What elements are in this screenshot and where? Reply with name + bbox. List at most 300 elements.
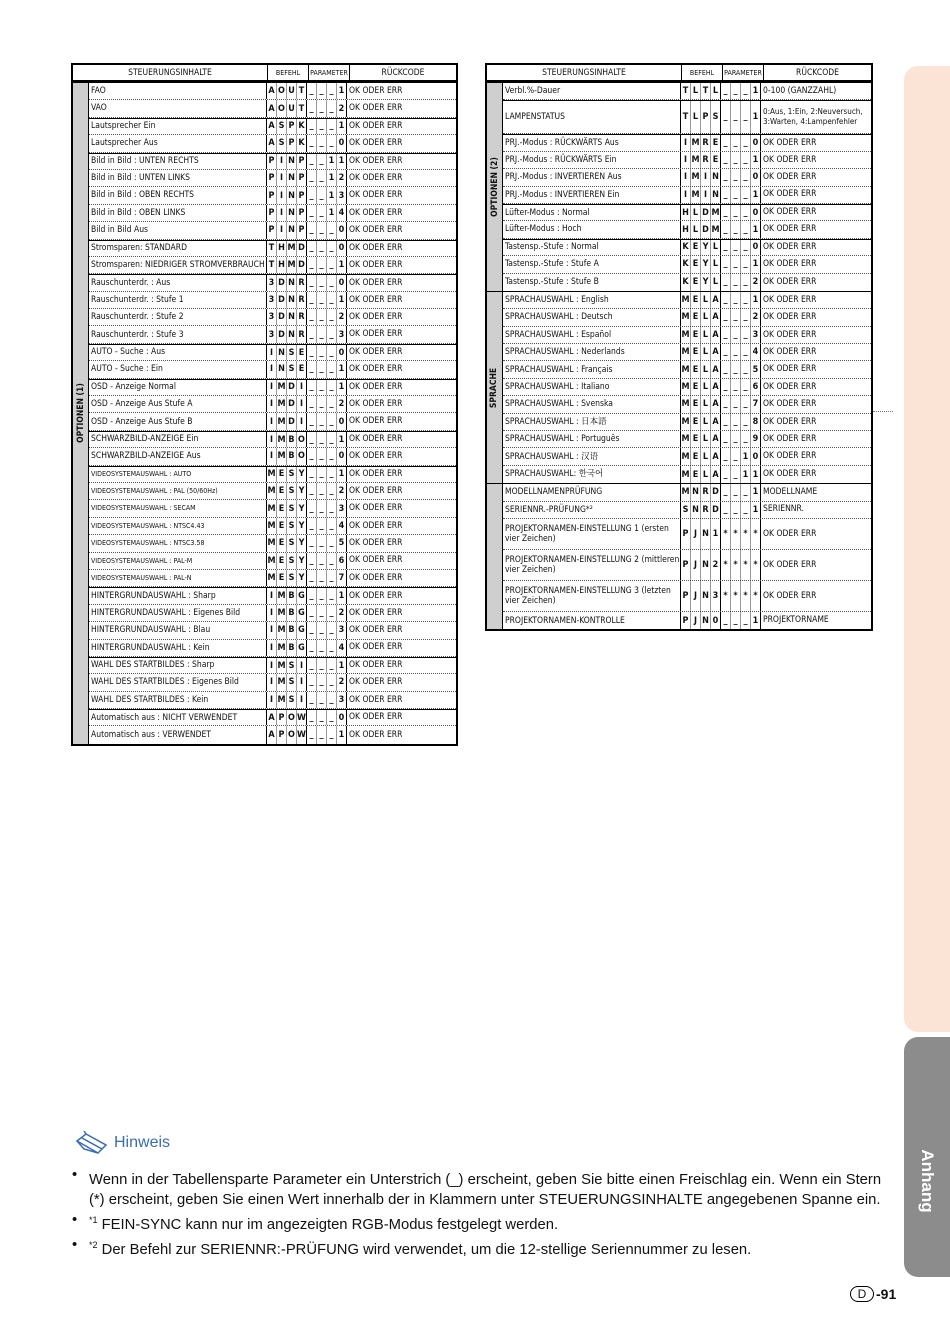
return-code: OK ODER ERR	[763, 433, 817, 444]
return-code: OK ODER ERR	[349, 451, 403, 462]
parameter-char: _	[327, 588, 337, 603]
parameter-char: 2	[337, 309, 347, 325]
parameter-char: _	[327, 553, 337, 569]
parameter-char: _	[731, 240, 741, 255]
command-char: M	[277, 605, 287, 621]
row-description: Rauschunterdr. : Stufe 1	[89, 292, 267, 308]
row-description: OSD - Anzeige Normal	[89, 380, 267, 395]
parameter-char: _	[317, 100, 327, 116]
command-char: P	[297, 222, 307, 238]
return-code: OK ODER ERR	[349, 694, 403, 705]
row-description: MODELLNAMENPRÜFUNG	[503, 484, 681, 500]
command-char: P	[267, 222, 277, 238]
command-char: N	[287, 326, 297, 342]
parameter-char: 1	[337, 380, 347, 395]
command-char: G	[297, 605, 307, 621]
parameter-char: _	[307, 345, 317, 360]
table-row	[89, 240, 456, 257]
group-rows	[503, 83, 871, 291]
row-description: PRJ.-Modus : RÜCKWÄRTS Ein	[503, 152, 681, 168]
return-code: OK ODER ERR	[763, 154, 817, 165]
command-char: M	[267, 553, 277, 569]
command-char: B	[287, 448, 297, 464]
parameter-char: 1	[337, 467, 347, 482]
command-char: M	[277, 413, 287, 429]
row-description: SPRACHAUSWAHL : 汉语	[503, 448, 681, 464]
row-description: Rauschunterdr. : Stufe 3	[89, 326, 267, 342]
section-tab-label: Anhang	[918, 1149, 937, 1213]
table-row	[503, 502, 871, 519]
row-description: VIDEOSYSTEMAUSWAHL : PAL (50/60Hz)	[89, 483, 267, 499]
parameter-char: _	[731, 187, 741, 203]
parameter-char: _	[741, 379, 751, 395]
row-description: VIDEOSYSTEMAUSWAHL : AUTO	[89, 467, 267, 482]
table-row	[89, 205, 456, 222]
return-code: OK ODER ERR	[349, 660, 403, 671]
parameter-char: _	[721, 379, 731, 395]
parameter-char: _	[307, 292, 317, 308]
row-description: PROJEKTORNAMEN-EINSTELLUNG 3 (letzten vier Zeichen)	[503, 581, 681, 611]
parameter-char: *	[731, 519, 741, 549]
parameter-char: _	[327, 726, 337, 743]
return-code: MODELLNAME	[763, 487, 818, 498]
parameter-char: *	[721, 581, 731, 611]
command-char: S	[277, 119, 287, 134]
return-code: 0:Aus, 1:Ein, 2:Neuversuch, 3:Warten, 4:Lampenfehler	[763, 107, 863, 127]
command-char: I	[681, 135, 691, 150]
parameter-char: _	[327, 222, 337, 238]
parameter-char: _	[721, 274, 731, 291]
parameter-char: _	[731, 221, 741, 237]
table-row	[503, 134, 871, 151]
parameter-char: _	[327, 432, 337, 447]
parameter-char: 1	[741, 448, 751, 464]
parameter-char: _	[307, 170, 317, 186]
row-description: SPRACHAUSWAHL: 한국어	[503, 466, 681, 483]
row-description: WAHL DES STARTBILDES : Kein	[89, 692, 267, 708]
command-char: A	[711, 396, 721, 412]
parameter-char: _	[327, 135, 337, 151]
return-code: OK ODER ERR	[763, 294, 817, 305]
parameter-char: _	[317, 413, 327, 429]
parameter-char: 3	[337, 500, 347, 516]
command-char: R	[297, 309, 307, 325]
parameter-char: _	[327, 467, 337, 482]
command-char: R	[297, 292, 307, 308]
parameter-char: _	[307, 553, 317, 569]
parameter-char: _	[327, 396, 337, 412]
command-char: S	[287, 570, 297, 586]
return-code: OK ODER ERR	[349, 382, 403, 393]
return-code: OK ODER ERR	[349, 172, 403, 183]
parameter-char: 0	[751, 169, 761, 185]
command-char: S	[287, 553, 297, 569]
parameter-char: _	[731, 205, 741, 220]
row-description: SPRACHAUSWAHL : Português	[503, 431, 681, 447]
command-char: N	[277, 361, 287, 377]
parameter-char: _	[307, 361, 317, 377]
table-row	[89, 344, 456, 361]
parameter-char: _	[327, 605, 337, 621]
command-char: A	[711, 431, 721, 447]
command-char: I	[297, 396, 307, 412]
return-code: OK ODER ERR	[763, 590, 817, 601]
parameter-char: _	[317, 345, 327, 360]
parameter-char: 3	[337, 622, 347, 638]
parameter-char: _	[721, 327, 731, 343]
section-tab-anhang[interactable]	[904, 1037, 950, 1277]
row-description: Tastensp.-Stufe : Stufe A	[503, 256, 681, 272]
row-description: VIDEOSYSTEMAUSWAHL : NTSC3.58	[89, 535, 267, 551]
row-description: PRJ.-Modus : INVERTIEREN Ein	[503, 187, 681, 203]
command-char: Y	[297, 570, 307, 586]
parameter-char: _	[317, 275, 327, 290]
row-description: FAO	[89, 83, 267, 99]
parameter-char: 1	[751, 466, 761, 483]
command-char: I	[297, 658, 307, 673]
command-char: P	[267, 170, 277, 186]
command-char: I	[267, 605, 277, 621]
command-char: L	[701, 327, 711, 343]
note-item: • $^{*1}$ FEIN-SYNC kann nur im angezeigten RGB-Modus festgelegt werden.	[72, 1210, 892, 1235]
command-char: H	[277, 241, 287, 256]
parameter-char: _	[327, 500, 337, 516]
parameter-char: *	[741, 550, 751, 580]
command-char: N	[287, 292, 297, 308]
header-command: BEFEHL	[681, 65, 722, 80]
command-char: 1	[711, 519, 721, 549]
parameter-char: _	[317, 588, 327, 603]
table-header	[487, 65, 871, 82]
command-char: U	[287, 83, 297, 99]
command-char: S	[681, 502, 691, 518]
table-row	[503, 344, 871, 361]
command-char: 2	[711, 550, 721, 580]
parameter-char: _	[307, 309, 317, 325]
parameter-char: _	[731, 484, 741, 500]
command-char: Y	[297, 518, 307, 534]
command-char: M	[277, 380, 287, 395]
parameter-char: _	[731, 612, 741, 629]
parameter-char: 1	[327, 154, 337, 169]
row-description: Lautsprecher Ein	[89, 119, 267, 134]
table-row	[89, 257, 456, 274]
parameter-char: _	[307, 605, 317, 621]
row-description: HINTERGRUNDAUSWAHL : Blau	[89, 622, 267, 638]
command-char: E	[297, 361, 307, 377]
parameter-char: _	[307, 135, 317, 151]
parameter-char: _	[741, 414, 751, 430]
command-char: D	[287, 396, 297, 412]
command-char: A	[267, 100, 277, 116]
command-char: S	[287, 518, 297, 534]
parameter-char: _	[317, 658, 327, 673]
parameter-char: _	[317, 222, 327, 238]
parameter-char: _	[327, 692, 337, 708]
row-description: SPRACHAUSWAHL : Nederlands	[503, 344, 681, 360]
command-char: T	[267, 241, 277, 256]
command-char: L	[701, 309, 711, 325]
parameter-char: _	[731, 502, 741, 518]
return-code: OK ODER ERR	[349, 259, 403, 270]
command-char: B	[287, 640, 297, 656]
command-char: M	[277, 640, 287, 656]
parameter-char: _	[327, 448, 337, 464]
command-char: M	[277, 674, 287, 690]
command-char: O	[287, 726, 297, 743]
parameter-char: _	[307, 205, 317, 221]
command-char: D	[277, 292, 287, 308]
command-table-right	[485, 63, 873, 631]
command-char: M	[267, 518, 277, 534]
return-code: OK ODER ERR	[349, 311, 403, 322]
command-char: P	[297, 205, 307, 221]
table-row	[503, 327, 871, 344]
parameter-char: _	[307, 570, 317, 586]
command-char: K	[297, 119, 307, 134]
parameter-char: _	[327, 292, 337, 308]
return-code: OK ODER ERR	[349, 103, 403, 114]
return-code: OK ODER ERR	[763, 381, 817, 392]
parameter-char: _	[327, 257, 337, 273]
parameter-char: *	[721, 519, 731, 549]
command-char: Y	[297, 500, 307, 516]
parameter-char: _	[317, 674, 327, 690]
command-char: G	[297, 622, 307, 638]
command-char: D	[701, 205, 711, 220]
return-code: OK ODER ERR	[349, 347, 403, 358]
group-rows	[89, 83, 456, 744]
parameter-char: _	[307, 275, 317, 290]
section-tab-background	[904, 66, 950, 1032]
return-code: OK ODER ERR	[763, 189, 817, 200]
parameter-char: 1	[337, 154, 347, 169]
return-code: OK ODER ERR	[349, 485, 403, 496]
parameter-char: _	[741, 361, 751, 377]
command-char: P	[287, 119, 297, 134]
parameter-char: _	[731, 309, 741, 325]
parameter-char: _	[721, 169, 731, 185]
parameter-char: _	[741, 83, 751, 99]
parameter-char: _	[741, 256, 751, 272]
parameter-char: 7	[337, 570, 347, 586]
command-char: D	[277, 326, 287, 342]
command-char: G	[297, 640, 307, 656]
table-row	[89, 187, 456, 204]
parameter-char: 4	[337, 518, 347, 534]
row-description: Lüfter-Modus : Hoch	[503, 221, 681, 237]
parameter-char: 2	[751, 309, 761, 325]
parameter-char: 2	[337, 483, 347, 499]
row-description: Automatisch aus : VERWENDET	[89, 726, 267, 743]
command-char: E	[691, 431, 701, 447]
command-char: M	[267, 535, 277, 551]
parameter-char: _	[317, 692, 327, 708]
parameter-char: _	[307, 622, 317, 638]
command-char: N	[287, 222, 297, 238]
table-row	[89, 518, 456, 535]
table-row	[89, 135, 456, 152]
table-row	[89, 605, 456, 622]
parameter-char: 1	[741, 466, 751, 483]
command-char: S	[287, 500, 297, 516]
command-char: I	[267, 588, 277, 603]
parameter-char: _	[317, 622, 327, 638]
parameter-char: _	[307, 535, 317, 551]
parameter-char: *	[751, 581, 761, 611]
parameter-char: 1	[337, 361, 347, 377]
parameter-char: _	[327, 380, 337, 395]
parameter-char: _	[327, 570, 337, 586]
command-char: I	[277, 222, 287, 238]
parameter-char: *	[721, 550, 731, 580]
return-code: 0-100 (GANZZAHL)	[763, 85, 837, 96]
command-char: O	[277, 83, 287, 99]
parameter-char: _	[721, 205, 731, 220]
pencil-note-icon	[74, 1131, 110, 1155]
command-char: J	[691, 519, 701, 549]
row-description: Tastensp.-Stufe : Normal	[503, 240, 681, 255]
row-group	[487, 483, 871, 629]
command-char: M	[691, 135, 701, 150]
return-code: OK ODER ERR	[763, 312, 817, 323]
table-row	[89, 692, 456, 709]
command-char: D	[277, 309, 287, 325]
row-description: AUTO - Suche : Ein	[89, 361, 267, 377]
parameter-char: 1	[337, 83, 347, 99]
row-description: Stromsparen: NIEDRIGER STROMVERBRAUCH	[89, 257, 267, 273]
parameter-char: 1	[327, 187, 337, 203]
return-code: OK ODER ERR	[349, 555, 403, 566]
row-description: HINTERGRUNDAUSWAHL : Sharp	[89, 588, 267, 603]
parameter-char: _	[327, 119, 337, 134]
table-row	[89, 379, 456, 396]
parameter-char: _	[721, 502, 731, 518]
command-char: E	[277, 570, 287, 586]
parameter-char: _	[721, 152, 731, 168]
parameter-char: 1	[751, 83, 761, 99]
row-description: Verbl.%-Dauer	[503, 83, 681, 99]
parameter-char: 9	[751, 431, 761, 447]
return-code: OK ODER ERR	[349, 190, 403, 201]
command-char: 0	[711, 612, 721, 629]
command-char: S	[287, 658, 297, 673]
parameter-char: _	[317, 432, 327, 447]
group-rows	[503, 484, 871, 629]
command-char: I	[297, 380, 307, 395]
command-char: M	[277, 692, 287, 708]
command-char: L	[691, 221, 701, 237]
parameter-char: 2	[337, 605, 347, 621]
return-code: OK ODER ERR	[349, 677, 403, 688]
row-description: SCHWARZBILD-ANZEIGE Aus	[89, 448, 267, 464]
return-code: OK ODER ERR	[763, 259, 817, 269]
row-description: PRJ.-Modus : RÜCKWÄRTS Aus	[503, 135, 681, 150]
table-row	[503, 581, 871, 612]
return-code: OK ODER ERR	[763, 399, 817, 410]
group-rows	[503, 292, 871, 483]
parameter-char: *	[731, 550, 741, 580]
parameter-char: _	[741, 187, 751, 203]
parameter-char: 2	[337, 674, 347, 690]
command-char: M	[267, 570, 277, 586]
parameter-char: _	[317, 500, 327, 516]
parameter-char: _	[307, 500, 317, 516]
parameter-char: _	[307, 710, 317, 725]
group-label-text: SPRACHE	[489, 367, 500, 408]
command-char: L	[701, 292, 711, 308]
return-code: PROJEKTORNAME	[763, 615, 829, 626]
parameter-char: _	[327, 710, 337, 725]
parameter-char: 3	[337, 692, 347, 708]
table-row	[89, 657, 456, 674]
table-row	[503, 309, 871, 326]
parameter-char: _	[721, 83, 731, 99]
parameter-char: _	[327, 241, 337, 256]
command-char: M	[691, 169, 701, 185]
parameter-char: _	[327, 361, 337, 377]
command-char: L	[711, 240, 721, 255]
row-description: SPRACHAUSWAHL : Deutsch	[503, 309, 681, 325]
row-description: AUTO - Suche : Aus	[89, 345, 267, 360]
return-code: OK ODER ERR	[349, 712, 403, 723]
parameter-char: _	[741, 327, 751, 343]
command-char: E	[277, 467, 287, 482]
command-char: P	[681, 519, 691, 549]
command-char: E	[691, 240, 701, 255]
command-char: P	[701, 101, 711, 133]
group-label	[487, 83, 503, 291]
parameter-char: _	[317, 448, 327, 464]
command-char: E	[691, 396, 701, 412]
command-char: P	[267, 205, 277, 221]
note-list	[72, 1165, 892, 1260]
parameter-char: _	[327, 518, 337, 534]
parameter-char: _	[731, 431, 741, 447]
parameter-char: _	[307, 83, 317, 99]
command-char: S	[287, 467, 297, 482]
return-code: OK ODER ERR	[763, 416, 817, 427]
command-char: I	[267, 658, 277, 673]
group-label	[487, 484, 503, 629]
command-char: M	[711, 205, 721, 220]
command-char: I	[267, 361, 277, 377]
parameter-char: _	[317, 135, 327, 151]
command-char: R	[701, 502, 711, 518]
command-char: E	[691, 344, 701, 360]
command-char: E	[691, 327, 701, 343]
parameter-char: _	[327, 535, 337, 551]
row-description: SPRACHAUSWAHL : Français	[503, 361, 681, 377]
parameter-char: 0	[337, 413, 347, 429]
parameter-char: _	[721, 414, 731, 430]
command-char: M	[277, 658, 287, 673]
parameter-char: _	[317, 483, 327, 499]
parameter-char: *	[751, 519, 761, 549]
parameter-char: _	[307, 467, 317, 482]
table-row	[89, 622, 456, 639]
command-char: P	[681, 612, 691, 629]
note-item: • $^{*2}$ Der Befehl zur SERIENNR:-PRÜFUNG wird verwendet, um die 12-stellige Seriennummer zu lesen.	[72, 1235, 892, 1260]
command-char: L	[711, 274, 721, 291]
table-row	[89, 153, 456, 170]
command-char: A	[711, 327, 721, 343]
command-char: M	[277, 432, 287, 447]
parameter-char: _	[741, 221, 751, 237]
command-char: R	[701, 152, 711, 168]
row-description: VIDEOSYSTEMAUSWAHL : SECAM	[89, 500, 267, 516]
parameter-char: _	[317, 119, 327, 134]
